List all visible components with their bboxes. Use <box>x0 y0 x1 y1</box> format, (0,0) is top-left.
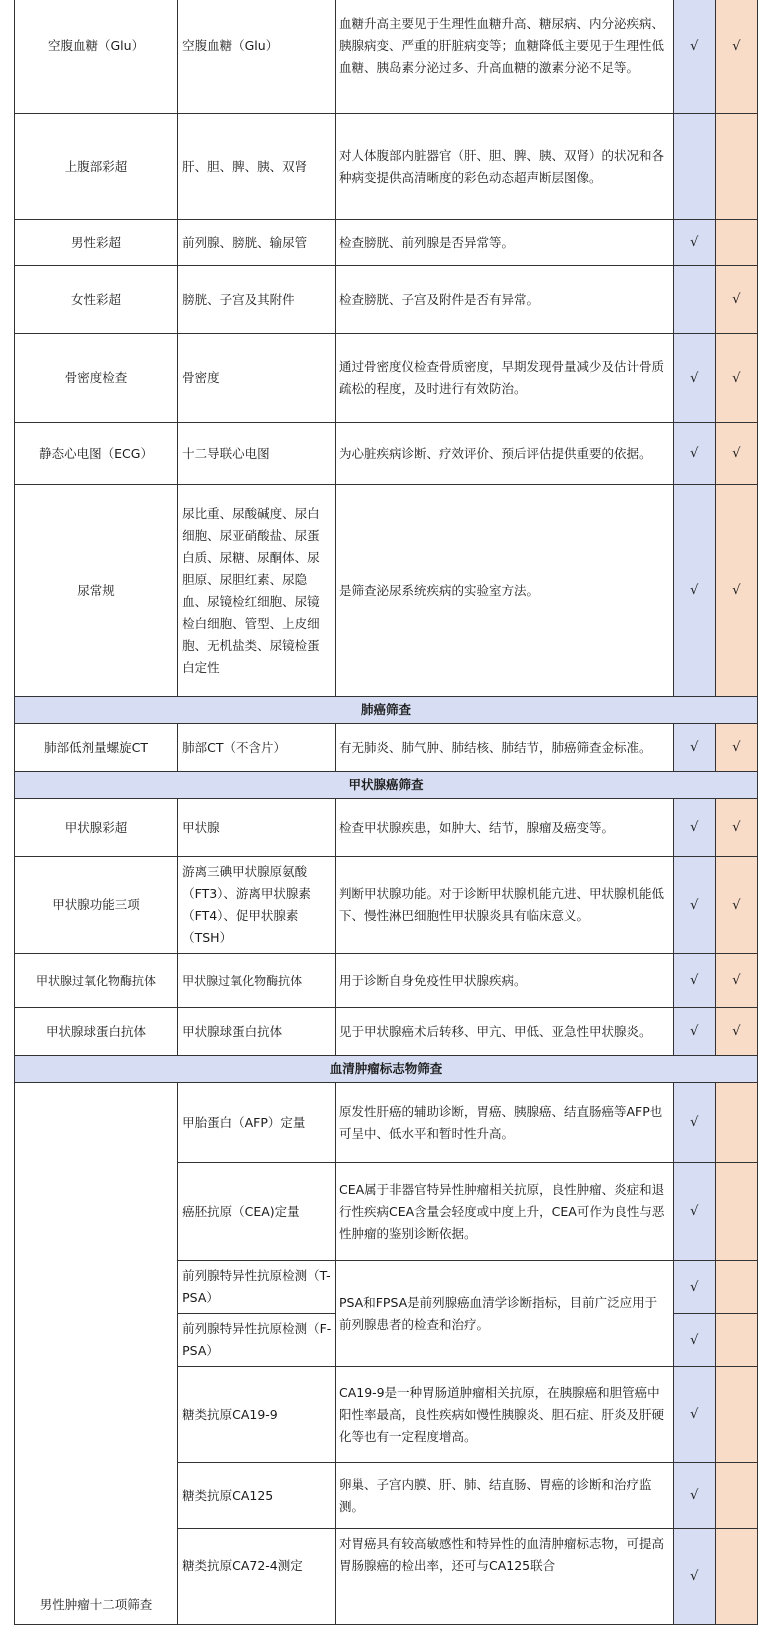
female-check: √ <box>715 1008 757 1056</box>
male-check: √ <box>673 857 715 954</box>
male-check: √ <box>673 799 715 857</box>
item-content: 糖类抗原CA19-9 <box>178 1367 336 1463</box>
item-description: PSA和FPSA是前列腺癌血清学诊断指标，目前广泛应用于前列腺患者的检查和治疗。 <box>335 1261 673 1367</box>
female-check <box>715 1463 757 1529</box>
male-check <box>673 266 715 334</box>
item-content: 膀胱、子宫及其附件 <box>178 266 336 334</box>
female-check: √ <box>715 0 757 114</box>
table-row <box>15 485 758 697</box>
item-description: 判断甲状腺功能。对于诊断甲状腺机能亢进、甲状腺机能低下、慢性淋巴细胞性甲状腺炎具有临床意义。 <box>335 857 673 954</box>
table-row <box>15 423 758 485</box>
item-name: 甲状腺功能三项 <box>15 857 178 954</box>
section-title-thyroid: 甲状腺癌筛查 <box>15 772 758 799</box>
table-row <box>15 954 758 1008</box>
male-check: √ <box>673 1008 715 1056</box>
female-check: √ <box>715 857 757 954</box>
female-check <box>715 1163 757 1261</box>
item-description: 检查膀胱、子宫及附件是否有异常。 <box>335 266 673 334</box>
male-check: √ <box>673 1463 715 1529</box>
item-description: 为心脏疾病诊断、疗效评价、预后评估提供重要的依据。 <box>335 423 673 485</box>
item-content: 甲状腺球蛋白抗体 <box>178 1008 336 1056</box>
male-check: √ <box>673 1367 715 1463</box>
item-content: 前列腺特异性抗原检测（T-PSA） <box>178 1261 336 1314</box>
item-content: 糖类抗原CA72-4测定 <box>178 1529 336 1625</box>
item-content: 游离三碘甲状腺原氨酸（FT3）、游离甲状腺素（FT4）、促甲状腺素（TSH） <box>178 857 336 954</box>
item-description: 卵巢、子宫内膜、肝、肺、结直肠、胃癌的诊断和治疗监测。 <box>335 1463 673 1529</box>
item-name: 尿常规 <box>15 485 178 697</box>
item-name: 男性彩超 <box>15 220 178 266</box>
item-name: 肺部低剂量螺旋CT <box>15 724 178 772</box>
male-check: √ <box>673 1261 715 1314</box>
item-content: 甲胎蛋白（AFP）定量 <box>178 1083 336 1163</box>
female-check: √ <box>715 266 757 334</box>
male-check: √ <box>673 1529 715 1625</box>
female-check <box>715 1083 757 1163</box>
item-description: 对胃癌具有较高敏感性和特异性的血清肿瘤标志物，可提高胃肠腺癌的检出率，还可与CA125联合 <box>335 1529 673 1625</box>
item-content: 十二导联心电图 <box>178 423 336 485</box>
table-row <box>15 857 758 954</box>
female-check <box>715 1314 757 1367</box>
table-row <box>15 1008 758 1056</box>
item-description: CA19-9是一种胃肠道肿瘤相关抗原，在胰腺癌和胆管癌中阳性率最高，良性疾病如慢性胰腺炎、胆石症、肝炎及肝硬化等也有一定程度增高。 <box>335 1367 673 1463</box>
male-check: √ <box>673 485 715 697</box>
item-content: 肺部CT（不含片） <box>178 724 336 772</box>
section-row <box>15 1056 758 1083</box>
section-row <box>15 697 758 724</box>
table-row <box>15 1083 758 1163</box>
item-description: 血糖升高主要见于生理性血糖升高、糖尿病、内分泌疾病、胰腺病变、严重的肝脏病变等；血糖降低主要见于生理性低血糖、胰岛素分泌过多、升高血糖的激素分泌不足等。 <box>335 0 673 114</box>
item-description: CEA属于非器官特异性肿瘤相关抗原，良性肿瘤、炎症和退行性疾病CEA含量会轻度或中度上升，CEA可作为良性与恶性肿瘤的鉴别诊断依据。 <box>335 1163 673 1261</box>
female-check <box>715 1529 757 1625</box>
table-row <box>15 0 758 114</box>
table-row <box>15 334 758 423</box>
item-description: 见于甲状腺癌术后转移、甲亢、甲低、亚急性甲状腺炎。 <box>335 1008 673 1056</box>
item-content: 空腹血糖（Glu） <box>178 0 336 114</box>
item-content: 癌胚抗原（CEA)定量 <box>178 1163 336 1261</box>
male-check: √ <box>673 0 715 114</box>
item-name: 空腹血糖（Glu） <box>15 0 178 114</box>
section-row <box>15 772 758 799</box>
item-description: 有无肺炎、肺气肿、肺结核、肺结节，肺癌筛查金标准。 <box>335 724 673 772</box>
item-name: 静态心电图（ECG） <box>15 423 178 485</box>
male-check: √ <box>673 1163 715 1261</box>
item-description: 是筛查泌尿系统疾病的实验室方法。 <box>335 485 673 697</box>
item-name: 骨密度检查 <box>15 334 178 423</box>
female-check <box>715 220 757 266</box>
female-check: √ <box>715 485 757 697</box>
item-description: 对人体腹部内脏器官（肝、胆、脾、胰、双肾）的状况和各种病变提供高清晰度的彩色动态超声断层图像。 <box>335 114 673 220</box>
section-title-tumor: 血清肿瘤标志物筛查 <box>15 1056 758 1083</box>
female-check <box>715 114 757 220</box>
item-content: 前列腺、膀胱、输尿管 <box>178 220 336 266</box>
item-description: 用于诊断自身免疫性甲状腺疾病。 <box>335 954 673 1008</box>
male-check: √ <box>673 1314 715 1367</box>
table-row <box>15 220 758 266</box>
item-name: 甲状腺过氧化物酶抗体 <box>15 954 178 1008</box>
table-row <box>15 799 758 857</box>
item-name: 女性彩超 <box>15 266 178 334</box>
item-description: 检查甲状腺疾患，如肿大、结节，腺瘤及癌变等。 <box>335 799 673 857</box>
female-check: √ <box>715 724 757 772</box>
table-row <box>15 266 758 334</box>
item-name: 甲状腺彩超 <box>15 799 178 857</box>
section-title-lung: 肺癌筛查 <box>15 697 758 724</box>
checkup-items-table <box>14 0 758 1625</box>
item-content: 甲状腺 <box>178 799 336 857</box>
male-check: √ <box>673 954 715 1008</box>
item-content: 糖类抗原CA125 <box>178 1463 336 1529</box>
male-check: √ <box>673 334 715 423</box>
male-check: √ <box>673 220 715 266</box>
item-content: 前列腺特异性抗原检测（F-PSA） <box>178 1314 336 1367</box>
female-check: √ <box>715 423 757 485</box>
item-description: 通过骨密度仪检查骨质密度，早期发现骨量减少及估计骨质疏松的程度，及时进行有效防治。 <box>335 334 673 423</box>
male-check: √ <box>673 724 715 772</box>
female-check <box>715 1261 757 1314</box>
table-row <box>15 724 758 772</box>
item-content: 骨密度 <box>178 334 336 423</box>
female-check: √ <box>715 334 757 423</box>
male-check: √ <box>673 1083 715 1163</box>
male-check: √ <box>673 423 715 485</box>
female-check <box>715 1367 757 1463</box>
female-check: √ <box>715 954 757 1008</box>
item-content: 肝、胆、脾、胰、双肾 <box>178 114 336 220</box>
item-name: 上腹部彩超 <box>15 114 178 220</box>
item-name: 甲状腺球蛋白抗体 <box>15 1008 178 1056</box>
male-check <box>673 114 715 220</box>
item-description: 原发性肝癌的辅助诊断，胃癌、胰腺癌、结直肠癌等AFP也可呈中、低水平和暂时性升高。 <box>335 1083 673 1163</box>
table-row <box>15 114 758 220</box>
tumor-group-label: 男性肿瘤十二项筛查 <box>15 1083 178 1625</box>
female-check: √ <box>715 799 757 857</box>
item-description: 检查膀胱、前列腺是否异常等。 <box>335 220 673 266</box>
item-content: 甲状腺过氧化物酶抗体 <box>178 954 336 1008</box>
item-content: 尿比重、尿酸碱度、尿白细胞、尿亚硝酸盐、尿蛋白质、尿糖、尿酮体、尿胆原、尿胆红素、尿隐血、尿镜检红细胞、尿镜检白细胞、管型、上皮细胞、无机盐类、尿镜检蛋白定性 <box>178 485 336 697</box>
